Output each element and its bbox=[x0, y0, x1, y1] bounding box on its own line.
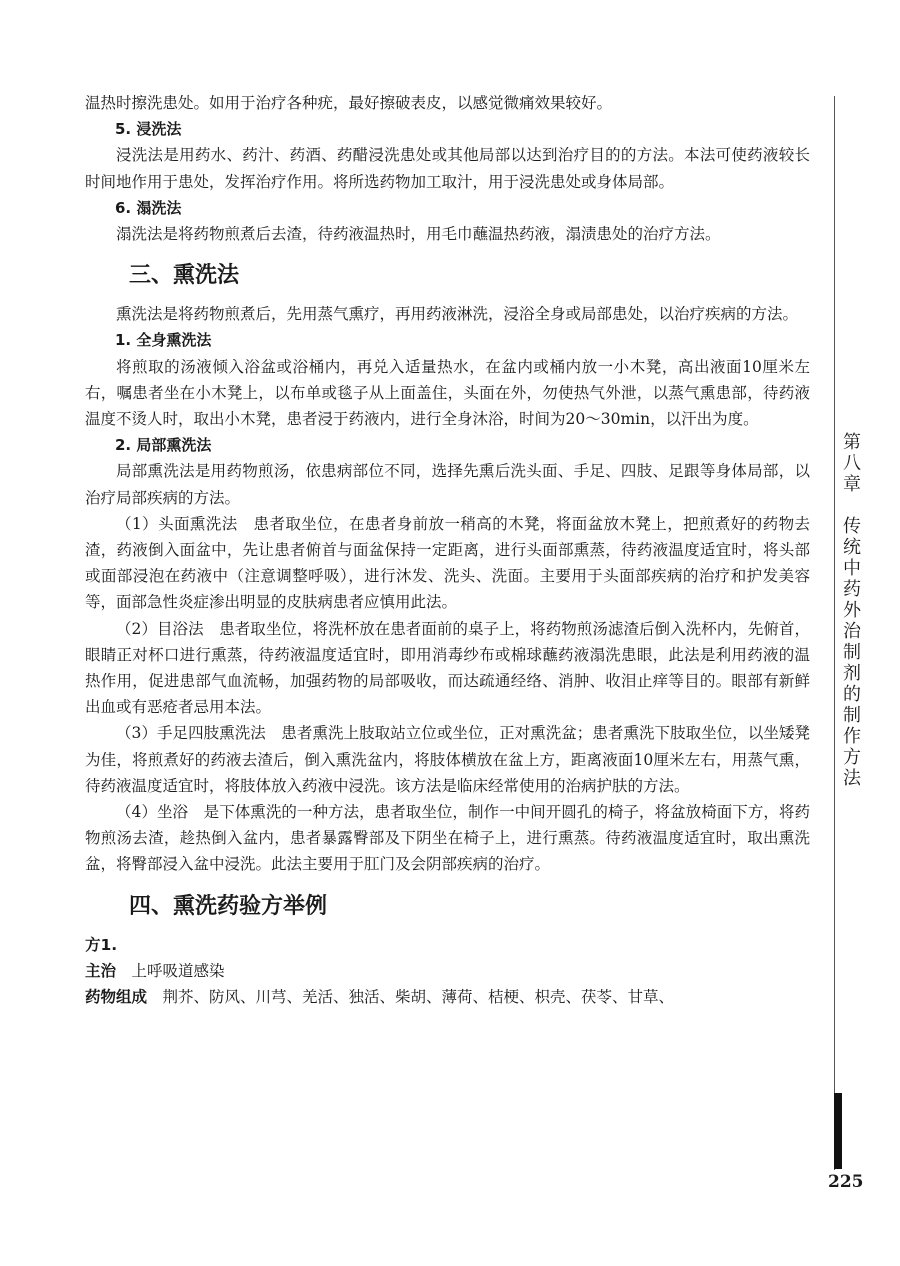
subheading-whole-body: 1. 全身熏洗法 bbox=[115, 331, 212, 350]
item-label: （4）坐浴 bbox=[116, 803, 189, 822]
paragraph: 溻洗法是将药物煎煮后去渣，待药液温热时，用毛巾蘸温热药液，溻渍患处的治疗方法。 bbox=[116, 225, 721, 244]
item-label: （3）手足四肢熏洗法 bbox=[116, 724, 266, 743]
ingredients-line bbox=[85, 984, 810, 1010]
list-item bbox=[85, 799, 810, 878]
paragraph: 熏洗法是将药物煎煮后，先用蒸气熏疗，再用药液淋洗，浸浴全身或局部患处，以治疗疾病的方法。 bbox=[116, 305, 799, 324]
ingredients-text: 荆芥、防风、川芎、羌活、独活、柴胡、薄荷、桔梗、枳壳、茯苓、甘草、 bbox=[162, 988, 675, 1007]
paragraph: 将煎取的汤液倾入浴盆或浴桶内，再兑入适量热水，在盆内或桶内放一小木凳，高出液面10厘米左右，嘱患者坐在小木凳上，以布单或毯子从上面盖住，头面在外，勿使热气外泄，以蒸气熏患部，待药液温度不烫人时，取出小木凳，患者浸于药液内，进行全身沐浴，时间为20～30min，以汗出为度。 bbox=[85, 357, 810, 429]
section-heading-prescriptions: 四、熏洗药验方举例 bbox=[129, 893, 328, 919]
section-heading-fumigation: 三、熏洗法 bbox=[129, 263, 240, 289]
paragraph: 温热时擦洗患处。如用于治疗各种疣，最好擦破表皮，以感觉微痛效果较好。 bbox=[85, 94, 613, 112]
list-item bbox=[85, 720, 810, 799]
margin-divider bbox=[834, 96, 835, 1170]
item-label: （1）头面熏洗法 bbox=[116, 514, 238, 533]
chapter-tab-marker bbox=[834, 1093, 842, 1169]
page-number: 225 bbox=[828, 1172, 864, 1192]
ingredients-label: 药物组成 bbox=[85, 988, 148, 1007]
subheading-local: 2. 局部熏洗法 bbox=[115, 436, 212, 455]
paragraph: 局部熏洗法是用药物煎汤，依患病部位不同，选择先熏后洗头面、手足、四肢、足跟等身体局部，以治疗局部疾病的方法。 bbox=[85, 462, 810, 507]
paragraph: 浸洗法是用药水、药汁、药酒、药醋浸洗患处或其他局部以达到治疗目的的方法。本法可使药液较长时间地作用于患处，发挥治疗作用。将所选药物加工取汁，用于浸洗患处或身体局部。 bbox=[85, 146, 810, 191]
item-text: 是下体熏洗的一种方法，患者取坐位，制作一中间开圆孔的椅子，将盆放椅面下方，将药物煎汤去渣，趁热倒入盆内，患者暴露臀部及下阴坐在椅子上，进行熏蒸。待药液温度适宜时，取出熏洗盆，将臀部浸入盆中浸洗。此法主要用于肛门及会阴部疾病的治疗。 bbox=[85, 803, 810, 874]
subheading-soak-wash: 5. 浸洗法 bbox=[115, 120, 182, 139]
indication-line bbox=[85, 958, 810, 984]
subheading-damp-wash: 6. 溻洗法 bbox=[115, 198, 182, 217]
item-text: 患者熏洗上肢取站立位或坐位，正对熏洗盆；患者熏洗下肢取坐位，以坐矮凳为佳，将煎煮好的药液去渣后，倒入熏洗盆内，将肢体横放在盆上方，距离液面10厘米左右，用蒸气熏，待药液温度适宜时，将肢体放入药液中浸洗。该方法是临床经常使用的治病护肤的方法。 bbox=[85, 724, 810, 795]
item-text: 患者取坐位，在患者身前放一稍高的木凳，将面盆放木凳上，把煎煮好的药物去渣，药液倒入面盆中，先让患者俯首与面盆保持一定距离，进行头面部熏蒸，待药液温度适宜时，将头部或面部浸泡在药液中（注意调整呼吸），进行沐发、洗头、洗面。主要用于头面部疾病的治疗和护发美容等，面部急性炎症渗出明显的皮肤病患者应慎用此法。 bbox=[85, 514, 810, 612]
list-item bbox=[85, 511, 810, 616]
page-body bbox=[85, 90, 810, 1010]
list-item bbox=[85, 616, 810, 721]
prescription-number: 方1. bbox=[85, 935, 118, 954]
chapter-title: 第八章 传统中药外治制剂的制作方法 bbox=[840, 432, 861, 789]
indication-label: 主治 bbox=[85, 961, 117, 980]
indication-text: 上呼吸道感染 bbox=[131, 961, 225, 980]
item-text: 患者取坐位，将洗杯放在患者面前的桌子上，将药物煎汤滤渣后倒入洗杯内，先俯首，眼睛正对杯口进行熏蒸，待药液温度适宜时，即用消毒纱布或棉球蘸药液溻洗患眼，此法是利用药液的温热作用，促进患部气血流畅，加强药物的局部吸收，而达疏通经络、消肿、收泪止痒等目的。眼部有新鲜出血或有恶疮者忌用本法。 bbox=[85, 619, 810, 717]
item-label: （2）目浴法 bbox=[116, 619, 204, 638]
